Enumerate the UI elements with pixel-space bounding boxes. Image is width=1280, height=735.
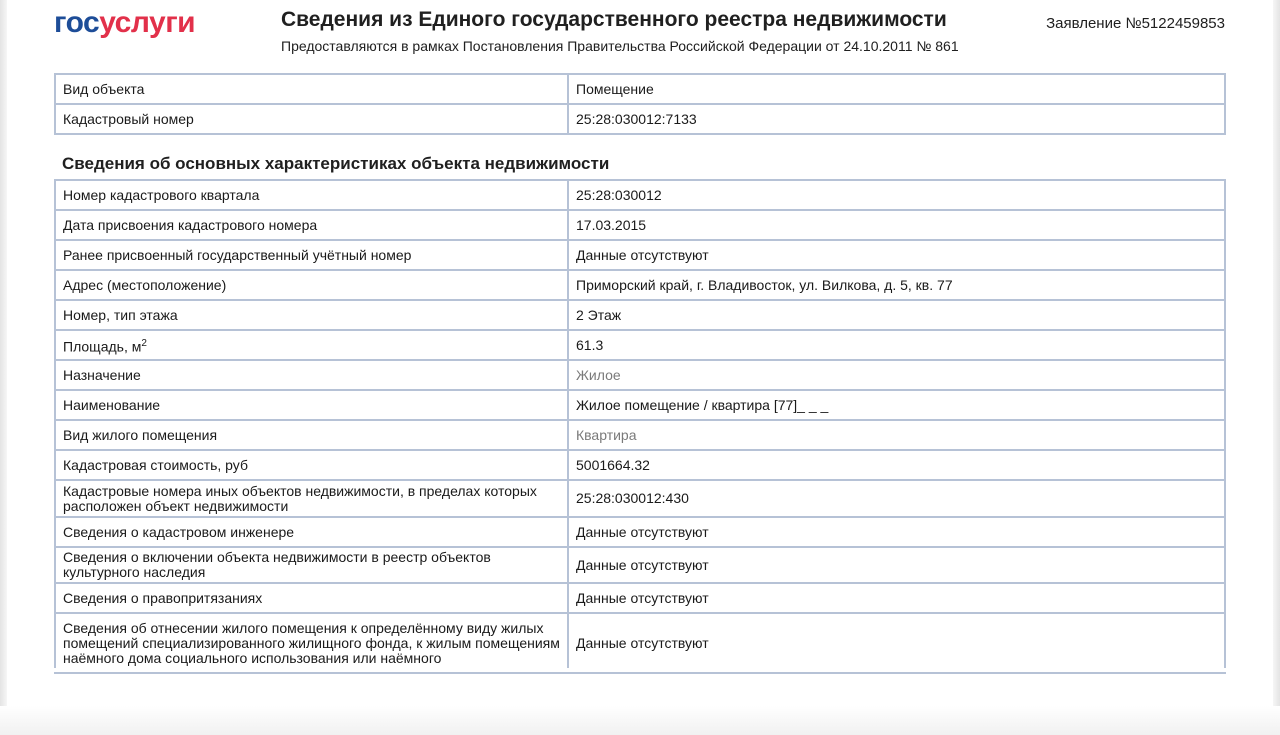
table-row bbox=[55, 240, 1225, 270]
row-label: Адрес (местоположение) bbox=[55, 270, 568, 300]
document-title: Сведения из Единого государственного реестра недвижимости bbox=[281, 8, 947, 31]
row-value: 2 Этаж bbox=[568, 300, 1225, 330]
table-row bbox=[55, 420, 1225, 450]
row-value: 25:28:030012:430 bbox=[568, 480, 1225, 517]
table-row bbox=[55, 360, 1225, 390]
row-label: Номер, тип этажа bbox=[55, 300, 568, 330]
claim-number: Заявление №5122459853 bbox=[1046, 15, 1225, 32]
row-value: 25:28:030012:7133 bbox=[568, 104, 1225, 134]
table-row bbox=[55, 300, 1225, 330]
table-row bbox=[55, 390, 1225, 420]
table-row bbox=[55, 517, 1225, 547]
row-value: Данные отсутствуют bbox=[568, 613, 1225, 673]
characteristics-table bbox=[54, 179, 1226, 674]
page-bottom-shadow bbox=[0, 706, 1280, 735]
row-value: Жилое помещение / квартира [77]_ _ _ bbox=[568, 390, 1225, 420]
object-table bbox=[54, 73, 1226, 135]
row-label: Кадастровые номера иных объектов недвижимости, в пределах которых расположен объект недвижимости bbox=[55, 480, 568, 517]
section-title: Сведения об основных характеристиках объекта недвижимости bbox=[62, 154, 610, 173]
row-value: Данные отсутствуют bbox=[568, 240, 1225, 270]
gosuslugi-logo bbox=[54, 6, 195, 40]
table-row bbox=[55, 613, 1225, 673]
area-unit-superscript: 2 bbox=[141, 337, 147, 349]
row-value: Данные отсутствуют bbox=[568, 517, 1225, 547]
row-label: Сведения о включении объекта недвижимости в реестр объектов культурного наследия bbox=[55, 547, 568, 583]
table-row bbox=[55, 74, 1225, 104]
row-value: Данные отсутствуют bbox=[568, 583, 1225, 613]
row-label: Сведения о правопритязаниях bbox=[55, 583, 568, 613]
row-label bbox=[55, 330, 568, 360]
row-value: Данные отсутствуют bbox=[568, 547, 1225, 583]
row-value: 17.03.2015 bbox=[568, 210, 1225, 240]
row-label: Вид жилого помещения bbox=[55, 420, 568, 450]
logo-part-2: услуги bbox=[99, 6, 196, 39]
row-label: Назначение bbox=[55, 360, 568, 390]
row-label: Дата присвоения кадастрового номера bbox=[55, 210, 568, 240]
row-value: Жилое bbox=[568, 360, 1225, 390]
row-label: Наименование bbox=[55, 390, 568, 420]
row-value: 5001664.32 bbox=[568, 450, 1225, 480]
table-row bbox=[55, 180, 1225, 210]
table-row bbox=[55, 330, 1225, 360]
row-label: Вид объекта bbox=[55, 74, 568, 104]
row-value: Помещение bbox=[568, 74, 1225, 104]
table-row bbox=[55, 450, 1225, 480]
page-edge-left bbox=[0, 0, 7, 735]
page-cutoff bbox=[54, 668, 1228, 672]
table-row bbox=[55, 210, 1225, 240]
row-label: Ранее присвоенный государственный учётный номер bbox=[55, 240, 568, 270]
page-edge-right bbox=[1273, 0, 1280, 735]
table-row bbox=[55, 583, 1225, 613]
row-label: Номер кадастрового квартала bbox=[55, 180, 568, 210]
logo-part-1: гос bbox=[54, 6, 100, 39]
table-row bbox=[55, 270, 1225, 300]
row-value: 61.3 bbox=[568, 330, 1225, 360]
table-row bbox=[55, 104, 1225, 134]
row-label: Кадастровая стоимость, руб bbox=[55, 450, 568, 480]
area-label: Площадь, м bbox=[63, 338, 142, 355]
document-subtitle: Предоставляются в рамках Постановления Правительства Российской Федерации от 24.10.2011 № 861 bbox=[281, 38, 959, 54]
row-value: Квартира bbox=[568, 420, 1225, 450]
row-label: Кадастровый номер bbox=[55, 104, 568, 134]
row-value: 25:28:030012 bbox=[568, 180, 1225, 210]
table-row bbox=[55, 547, 1225, 583]
row-value: Приморский край, г. Владивосток, ул. Вилкова, д. 5, кв. 77 bbox=[568, 270, 1225, 300]
row-label: Сведения об отнесении жилого помещения к определённому виду жилых помещений специализированного жилищного фонда, к жилым помещениям наёмного дома социального использования или наёмного bbox=[55, 613, 568, 673]
row-label: Сведения о кадастровом инженере bbox=[55, 517, 568, 547]
table-row bbox=[55, 480, 1225, 517]
